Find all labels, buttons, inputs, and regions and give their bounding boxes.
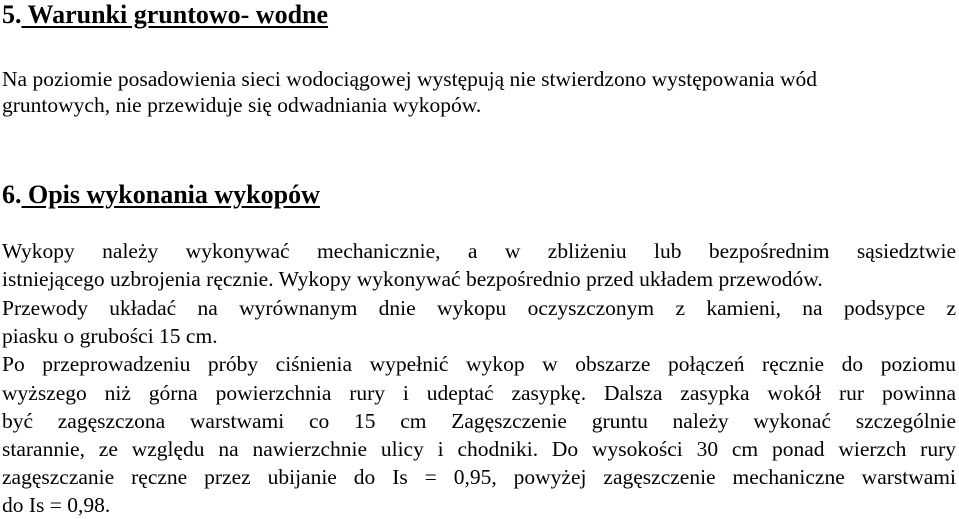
section-6-line-4: piasku o grubości 15 cm. [2,324,218,348]
section-5-line-1: Na poziomie posadowienia sieci wodociągowej występują nie stwierdzono występowania wód [2,67,817,91]
section-6-line-3: Przewody układać na wyrównanym dnie wykopu oczyszczonym z kamieni, na podsypce z [2,296,956,320]
section-6-line-8: starannie, ze względu na nawierzchnie ulicy i chodniki. Do wysokości 30 cm ponad wierzch rury [2,437,956,461]
section-5-number: 5. [2,0,22,29]
section-6-line-7: być zagęszczona warstwami co 15 cm Zagęszczenie gruntu należy wykonać szczególnie [2,409,956,433]
section-6-line-9: zagęszczanie ręczne przez ubijanie do Is = 0,95, powyżej zagęszczenie mechaniczne warstwami [2,465,956,489]
section-5-heading [2,0,328,30]
section-5-line-2: gruntowych, nie przewiduje się odwadniania wykopów. [2,93,482,117]
section-6-heading [2,180,320,210]
section-6-line-2: istniejącego uzbrojenia ręcznie. Wykopy wykonywać bezpośrednio przed układem przewodów. [2,267,823,291]
section-6-line-10: do Is = 0,98. [2,493,111,517]
section-6-number: 6. [2,180,22,209]
section-6-line-1: Wykopy należy wykonywać mechanicznie, a w zbliżeniu lub bezpośrednim sąsiedztwie [2,239,956,263]
section-6-title: Opis wykonania wykopów [21,180,320,209]
section-6-line-6: wyższego niż górna powierzchnia rury i udeptać zasypkę. Dalsza zasypka wokół rur powinna [2,381,956,405]
section-6-line-5: Po przeprowadzeniu próby ciśnienia wypełnić wykop w obszarze połączeń ręcznie do poziomu [2,352,956,376]
section-5-title: Warunki gruntowo- wodne [21,0,329,29]
